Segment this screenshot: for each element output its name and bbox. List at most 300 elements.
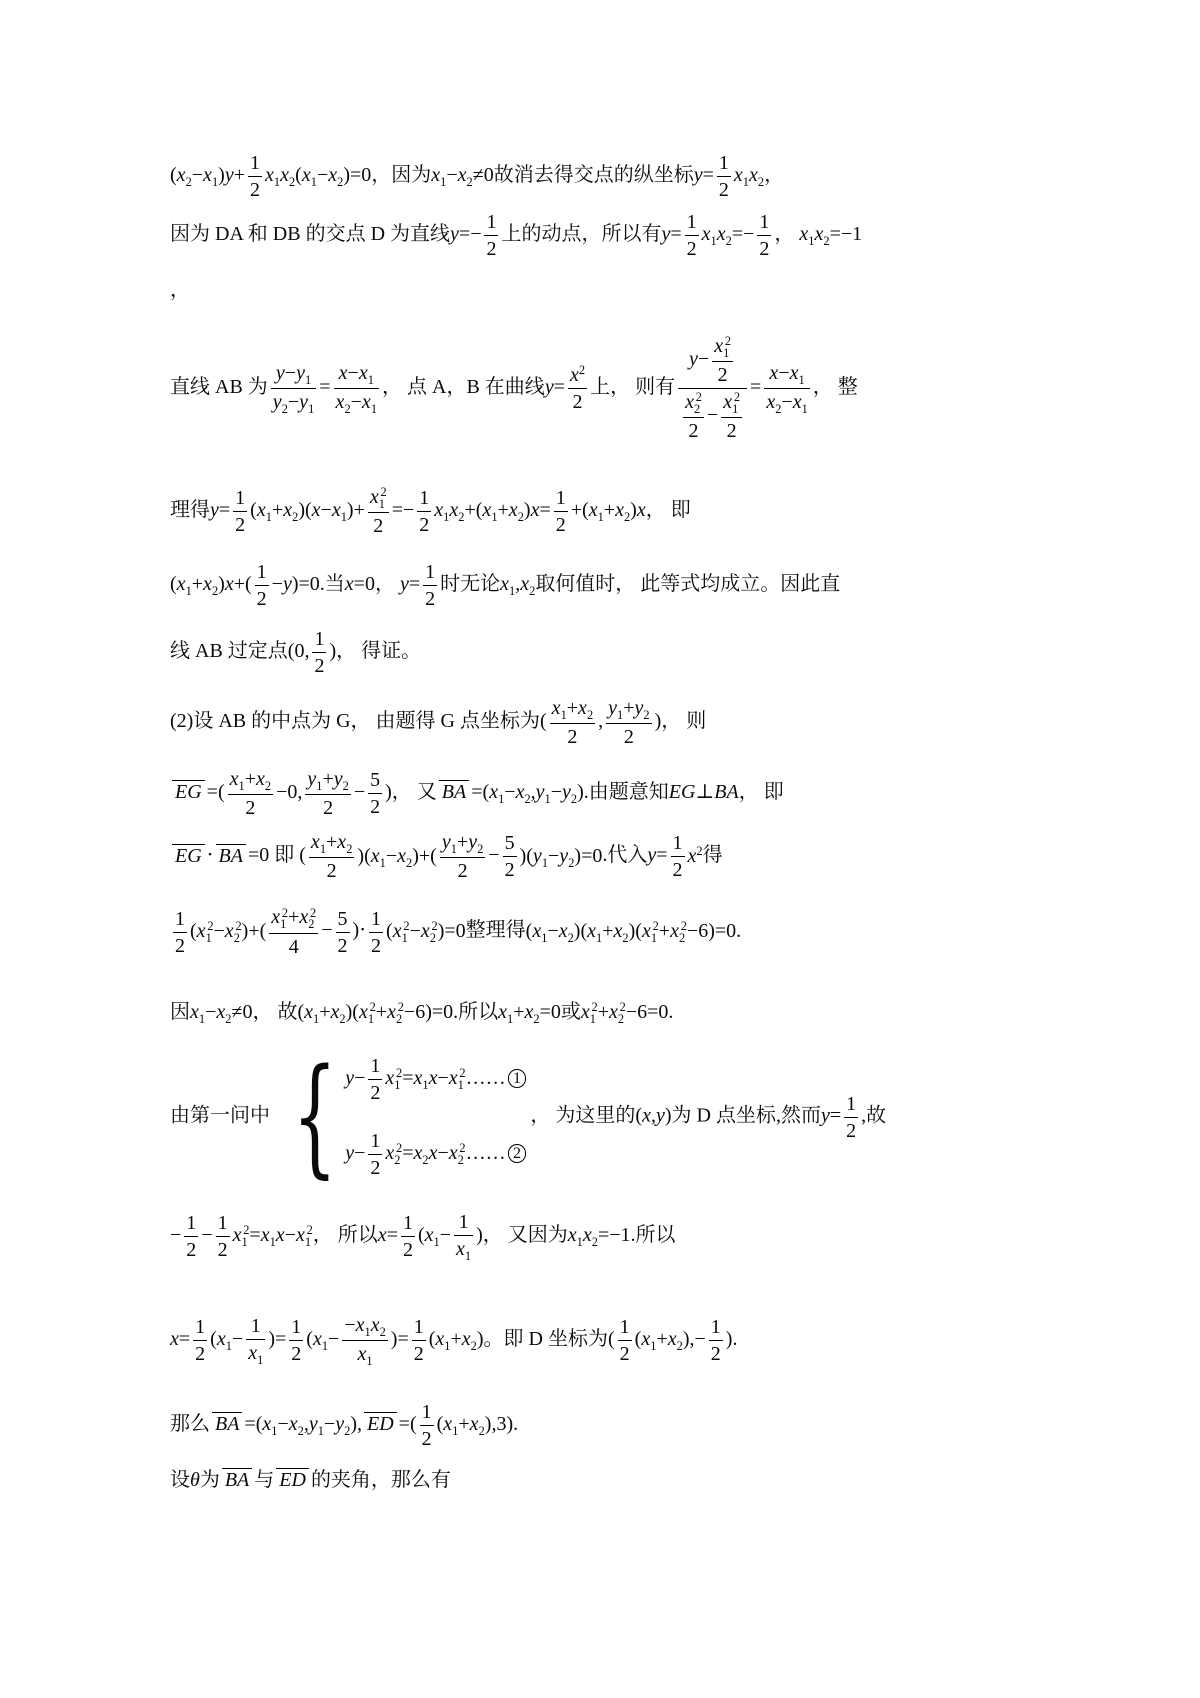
math-glyph: x xyxy=(344,573,354,596)
text-run: 上的动点，所以有 xyxy=(501,223,662,246)
line-simplify xyxy=(170,484,1090,539)
math-run xyxy=(244,1413,362,1439)
math-glyph: + xyxy=(656,1328,668,1351)
math-glyph: x xyxy=(551,697,561,720)
math-run xyxy=(450,223,481,245)
math-glyph: x xyxy=(449,499,459,522)
subscript: 1 xyxy=(241,1235,248,1250)
subscript: 2 xyxy=(567,930,574,945)
math-glyph: + xyxy=(418,844,431,867)
subscript: 1 xyxy=(723,345,730,360)
math-glyph: 0 xyxy=(483,164,494,187)
math-glyph: ) xyxy=(708,919,715,942)
math-glyph: x xyxy=(330,1000,340,1023)
superscript: 2 xyxy=(396,1141,403,1156)
math-run xyxy=(232,1223,313,1250)
math-glyph: y xyxy=(693,164,703,187)
math-glyph: , xyxy=(530,781,536,804)
superscript: 2 xyxy=(652,918,659,933)
math-glyph: 5 xyxy=(370,769,381,792)
text-run: .所以 xyxy=(453,1000,499,1023)
math-glyph: ( xyxy=(170,573,177,596)
math-glyph: 2 xyxy=(717,364,728,387)
math-run xyxy=(276,781,302,803)
text-run: ， 则 xyxy=(661,710,707,733)
math-glyph: 2 xyxy=(323,797,334,820)
math-glyph: 1 xyxy=(314,628,325,651)
math-glyph: + xyxy=(513,1000,525,1023)
math-glyph: − xyxy=(328,1328,340,1351)
superscript: 2 xyxy=(235,918,242,933)
denominator xyxy=(173,932,187,959)
math-glyph: = xyxy=(391,499,403,522)
math-glyph: 2 xyxy=(256,588,267,611)
math-glyph: 1 xyxy=(620,1224,631,1247)
math-glyph: − xyxy=(354,1142,366,1165)
subscript: 1 xyxy=(378,497,385,512)
math-glyph: − xyxy=(231,1328,244,1351)
fraction xyxy=(420,559,440,612)
subscript: 2 xyxy=(524,792,531,807)
math-glyph: − xyxy=(403,499,415,522)
math-glyph: x xyxy=(580,1000,590,1023)
fraction xyxy=(366,906,386,959)
math-glyph: − xyxy=(323,1413,336,1436)
text-run: 故消去得交点的纵坐标 xyxy=(493,164,694,187)
subscript: 2 xyxy=(344,1424,351,1439)
math-glyph: ( xyxy=(526,844,533,867)
denominator xyxy=(678,388,747,444)
math-glyph: x xyxy=(248,1342,258,1365)
math-run xyxy=(417,1224,452,1250)
line-fixed-point xyxy=(170,626,1090,679)
line-factor xyxy=(170,1000,1090,1027)
math-glyph: x xyxy=(224,573,234,596)
math-glyph: 2 xyxy=(726,420,737,443)
denominator xyxy=(305,794,350,821)
math-glyph: A xyxy=(454,781,467,804)
math-glyph: = xyxy=(553,376,565,399)
line-intersection-d xyxy=(170,209,1090,262)
math-glyph: 2 xyxy=(619,1343,630,1366)
math-glyph: 1 xyxy=(486,211,497,233)
math-glyph: + xyxy=(658,919,671,942)
math-run xyxy=(608,1328,615,1350)
math-glyph: x xyxy=(578,697,587,720)
superscript: 2 xyxy=(310,905,317,920)
math-glyph: ( xyxy=(170,164,177,187)
text-run: ， 故 xyxy=(252,1000,298,1023)
math-glyph: y xyxy=(272,391,282,414)
math-run xyxy=(726,1328,738,1350)
math-glyph: 1 xyxy=(759,211,770,233)
circled-number: 2 xyxy=(508,1144,527,1163)
math-glyph: x xyxy=(260,1224,270,1247)
line-part2-midpoint xyxy=(170,695,1090,750)
math-glyph: 2 xyxy=(710,1343,721,1366)
text-run: ， 为这里的 xyxy=(530,1104,636,1127)
math-glyph: ) xyxy=(437,919,445,942)
denominator xyxy=(683,417,704,444)
subscript: 1 xyxy=(271,1424,278,1439)
math-glyph: − xyxy=(439,1224,452,1247)
subscript: 2 xyxy=(586,708,594,723)
subscript: 1 xyxy=(491,510,498,525)
vector-overline xyxy=(222,1468,252,1491)
fraction xyxy=(718,389,745,444)
math-run xyxy=(689,348,709,370)
math-run xyxy=(297,999,454,1026)
math-glyph: y xyxy=(282,573,292,596)
math-glyph: y xyxy=(532,844,542,867)
line-d-coordinates xyxy=(170,1312,1090,1369)
denominator xyxy=(184,1236,198,1263)
fraction xyxy=(761,360,812,417)
numerator xyxy=(368,1128,382,1154)
math-run xyxy=(428,1328,484,1354)
math-run xyxy=(750,376,761,398)
subscript: 2 xyxy=(394,1153,401,1168)
fraction xyxy=(230,485,250,538)
math-glyph: x xyxy=(508,499,518,522)
math-glyph: 2 xyxy=(846,1119,857,1142)
math-glyph: 2 xyxy=(326,860,337,883)
math-glyph: 2 xyxy=(217,1239,228,1262)
math-run xyxy=(540,710,547,732)
math-glyph: x xyxy=(413,1067,423,1090)
math-glyph: 1 xyxy=(619,1316,630,1339)
fraction xyxy=(213,1210,233,1263)
math-glyph: x xyxy=(670,919,679,942)
subscript: 1 xyxy=(364,1325,371,1340)
text-run: ， xyxy=(374,573,400,596)
text-run: 为 D 点坐标,然而 xyxy=(671,1104,821,1127)
subscript: 1 xyxy=(205,930,212,945)
math-glyph: x xyxy=(216,1328,226,1351)
math-glyph: − xyxy=(437,1067,449,1090)
math-run xyxy=(190,1469,200,1491)
math-glyph: x xyxy=(733,164,743,187)
math-glyph: x xyxy=(358,1000,368,1023)
math-glyph: ) xyxy=(425,1000,432,1023)
numerator xyxy=(368,767,382,793)
math-glyph: 1 xyxy=(458,1211,469,1233)
superscript: 2 xyxy=(695,390,702,405)
math-glyph: x xyxy=(170,1328,179,1351)
math-glyph: − xyxy=(354,1067,366,1090)
math-glyph: x xyxy=(748,164,758,187)
math-glyph: x xyxy=(328,164,338,187)
subscript: 2 xyxy=(533,1011,540,1026)
fraction xyxy=(181,1210,201,1263)
math-glyph: x xyxy=(530,499,540,522)
math-run xyxy=(385,781,392,803)
subscript: 2 xyxy=(725,234,732,249)
math-glyph: 1 xyxy=(186,1212,197,1235)
math-run xyxy=(580,999,674,1026)
math-glyph: x xyxy=(667,1328,677,1351)
math-glyph: ( xyxy=(540,710,547,733)
subscript: 1 xyxy=(541,855,549,870)
fraction xyxy=(709,333,736,388)
math-glyph: 2 xyxy=(186,1239,197,1262)
math-glyph: = xyxy=(656,844,668,867)
math-glyph: x xyxy=(461,1328,471,1351)
math-glyph: − xyxy=(840,223,853,246)
math-glyph: x xyxy=(435,1328,445,1351)
denominator xyxy=(271,388,316,417)
math-glyph: E xyxy=(175,844,188,867)
subscript: 1 xyxy=(269,1235,276,1250)
math-run xyxy=(519,844,603,870)
math-glyph: x xyxy=(337,831,347,854)
math-glyph: 1 xyxy=(419,487,430,510)
superscript: 2 xyxy=(403,918,410,933)
math-glyph: x xyxy=(196,919,206,942)
fraction xyxy=(365,1128,385,1181)
fraction xyxy=(551,485,571,538)
math-run xyxy=(498,1000,561,1026)
superscript: 2 xyxy=(207,918,214,933)
math-glyph: − xyxy=(271,573,283,596)
math-glyph: ) xyxy=(574,844,582,867)
text-run: 由第一问中 xyxy=(170,1104,270,1127)
line-angle-theta xyxy=(170,1468,1090,1493)
math-run xyxy=(319,376,330,398)
denominator xyxy=(312,652,326,679)
math-glyph: y xyxy=(296,362,305,384)
numerator xyxy=(423,559,437,585)
subscript: 1 xyxy=(321,1339,329,1354)
fraction xyxy=(268,360,319,417)
subscript: 1 xyxy=(198,1011,206,1026)
numerator xyxy=(233,485,247,511)
numerator xyxy=(246,1313,265,1339)
math-run xyxy=(321,920,332,942)
line-system xyxy=(170,1041,1090,1191)
subscript: 1 xyxy=(617,708,624,723)
math-glyph: 1 xyxy=(425,561,436,584)
numerator xyxy=(248,150,262,176)
math-glyph: x xyxy=(335,391,345,414)
numerator xyxy=(757,209,771,235)
math-run xyxy=(733,164,765,190)
math-glyph: x xyxy=(642,1104,651,1127)
math-glyph: ) xyxy=(725,1328,733,1351)
denominator xyxy=(764,388,809,417)
subscript: 2 xyxy=(643,708,650,723)
math-glyph: B xyxy=(224,1469,238,1492)
math-glyph: x xyxy=(799,223,809,246)
math-glyph: 6 xyxy=(637,1000,648,1023)
math-glyph: 6 xyxy=(698,919,709,942)
math-glyph: = xyxy=(444,919,456,942)
text-run: 设 xyxy=(170,1469,190,1492)
math-glyph: x xyxy=(641,1328,651,1351)
vector-overline xyxy=(172,780,205,803)
math-run xyxy=(272,573,320,595)
math-glyph: x xyxy=(338,362,348,384)
math-glyph: , xyxy=(357,1413,362,1436)
subscript: 1 xyxy=(257,1353,264,1368)
subscript: 1 xyxy=(498,792,505,807)
math-run xyxy=(170,573,252,599)
math-glyph: − xyxy=(778,362,790,384)
numerator xyxy=(554,485,568,511)
subscript: 1 xyxy=(798,372,805,387)
math-glyph: 0 xyxy=(294,640,305,663)
math-glyph: = xyxy=(597,1224,610,1247)
math-glyph: x xyxy=(176,573,186,596)
math-glyph: = xyxy=(349,164,362,187)
subscript: 1 xyxy=(370,402,378,417)
math-glyph: + xyxy=(326,831,338,854)
math-glyph: 2 xyxy=(572,391,583,414)
text-run: 取何值时， 此等式均成立。因此直 xyxy=(535,573,841,596)
fraction xyxy=(603,695,654,750)
math-glyph: + xyxy=(497,499,509,522)
line-solve-x xyxy=(170,1209,1090,1264)
text-run: .所以 xyxy=(630,1224,676,1247)
math-run xyxy=(570,499,646,525)
numerator xyxy=(269,904,318,932)
denominator xyxy=(368,1154,382,1181)
math-glyph: ( xyxy=(306,1328,313,1351)
math-glyph: y xyxy=(544,376,554,399)
math-glyph: x xyxy=(355,1314,365,1337)
subscript: 2 xyxy=(458,510,465,525)
subscript: 1 xyxy=(440,175,447,190)
math-run xyxy=(471,781,584,807)
math-glyph: + xyxy=(288,906,300,929)
math-glyph: ( xyxy=(210,1328,217,1351)
subscript: 1 xyxy=(225,1339,232,1354)
math-glyph: 2 xyxy=(245,797,256,820)
math-run xyxy=(385,1066,466,1093)
fraction xyxy=(302,766,353,821)
subscript: 2 xyxy=(622,930,629,945)
math-run xyxy=(434,499,551,525)
math-glyph: − xyxy=(504,781,516,804)
math-glyph: y xyxy=(345,1067,355,1090)
denominator xyxy=(233,511,247,538)
denominator xyxy=(606,723,651,750)
superscript: 2 xyxy=(619,999,626,1014)
math-glyph: x xyxy=(558,919,568,942)
math-glyph: ) xyxy=(412,844,419,867)
denominator xyxy=(193,1340,207,1367)
math-glyph: 4 xyxy=(288,935,299,958)
text-run: ， xyxy=(774,223,800,246)
math-glyph: − xyxy=(686,919,699,942)
denominator xyxy=(618,1340,632,1367)
math-glyph: + xyxy=(570,499,583,522)
math-glyph: E xyxy=(367,1413,380,1436)
equation-system xyxy=(274,1041,526,1191)
denominator xyxy=(336,932,350,959)
left-brace-icon: { xyxy=(292,1041,338,1191)
math-glyph: 3 xyxy=(496,1413,507,1436)
math-glyph: = xyxy=(178,1328,191,1351)
math-glyph: 1 xyxy=(371,907,382,930)
text-run: ， 点 A，B 在曲线 xyxy=(382,376,545,399)
math-glyph: x xyxy=(431,164,441,187)
denominator xyxy=(368,512,389,539)
denominator xyxy=(554,511,568,538)
math-glyph: = xyxy=(218,499,231,522)
math-glyph: 0 xyxy=(259,844,270,867)
math-glyph: 2 xyxy=(688,420,699,443)
math-glyph: x xyxy=(203,164,212,187)
subscript: 2 xyxy=(225,1011,232,1026)
math-glyph: 1 xyxy=(402,1212,413,1235)
subscript: 1 xyxy=(366,1354,373,1369)
subscript: 1 xyxy=(801,402,808,417)
math-run xyxy=(345,573,375,595)
subscript: 2 xyxy=(678,930,686,945)
numerator xyxy=(484,209,498,235)
math-glyph: x xyxy=(587,919,597,942)
math-glyph: ) xyxy=(241,919,249,942)
math-glyph: 1 xyxy=(195,1316,206,1339)
math-glyph: 2 xyxy=(718,179,729,201)
superscript: 2 xyxy=(431,918,438,933)
math-run xyxy=(357,844,437,870)
subscript: 1 xyxy=(379,855,386,870)
math-glyph: − xyxy=(694,1328,706,1351)
math-glyph: x xyxy=(716,223,726,246)
text-run: 。即 D 坐标为 xyxy=(483,1328,608,1351)
math-glyph: = xyxy=(402,1142,414,1165)
math-glyph: − xyxy=(488,844,500,867)
math-glyph: . xyxy=(668,1000,674,1023)
math-glyph: = xyxy=(408,573,421,596)
math-run xyxy=(386,918,466,945)
math-glyph: x xyxy=(256,768,265,791)
math-glyph: x xyxy=(357,1343,367,1366)
math-run xyxy=(545,376,565,398)
line-ba-ed-vectors xyxy=(170,1399,1090,1452)
subscript: 2 xyxy=(429,930,436,945)
math-glyph: = xyxy=(731,223,744,246)
math-glyph: x xyxy=(524,1000,534,1023)
superscript: 2 xyxy=(696,843,703,858)
math-glyph: − xyxy=(201,1224,213,1247)
text-run: 的夹角，那么有 xyxy=(310,1469,451,1492)
subscript: 1 xyxy=(509,584,516,599)
math-glyph: x xyxy=(392,919,402,942)
math-glyph: x xyxy=(701,223,711,246)
math-glyph: ) xyxy=(345,1000,353,1023)
math-glyph: 0 xyxy=(309,573,320,596)
math-glyph: x xyxy=(203,573,212,596)
subscript: 2 xyxy=(529,584,536,599)
math-glyph: x xyxy=(331,499,341,522)
math-glyph: θ xyxy=(190,1469,200,1492)
fraction xyxy=(682,209,702,262)
math-glyph: + xyxy=(464,499,476,522)
math-glyph: − xyxy=(385,844,398,867)
subscript: 1 xyxy=(444,1339,451,1354)
math-glyph: x xyxy=(358,362,368,384)
math-glyph: A xyxy=(237,1469,250,1492)
math-run xyxy=(635,1105,671,1127)
text-run: ， 又 xyxy=(391,781,437,804)
math-glyph: x xyxy=(288,1413,298,1436)
math-run xyxy=(345,1142,365,1164)
math-glyph: B xyxy=(714,781,727,804)
math-glyph: 2 xyxy=(504,859,515,882)
